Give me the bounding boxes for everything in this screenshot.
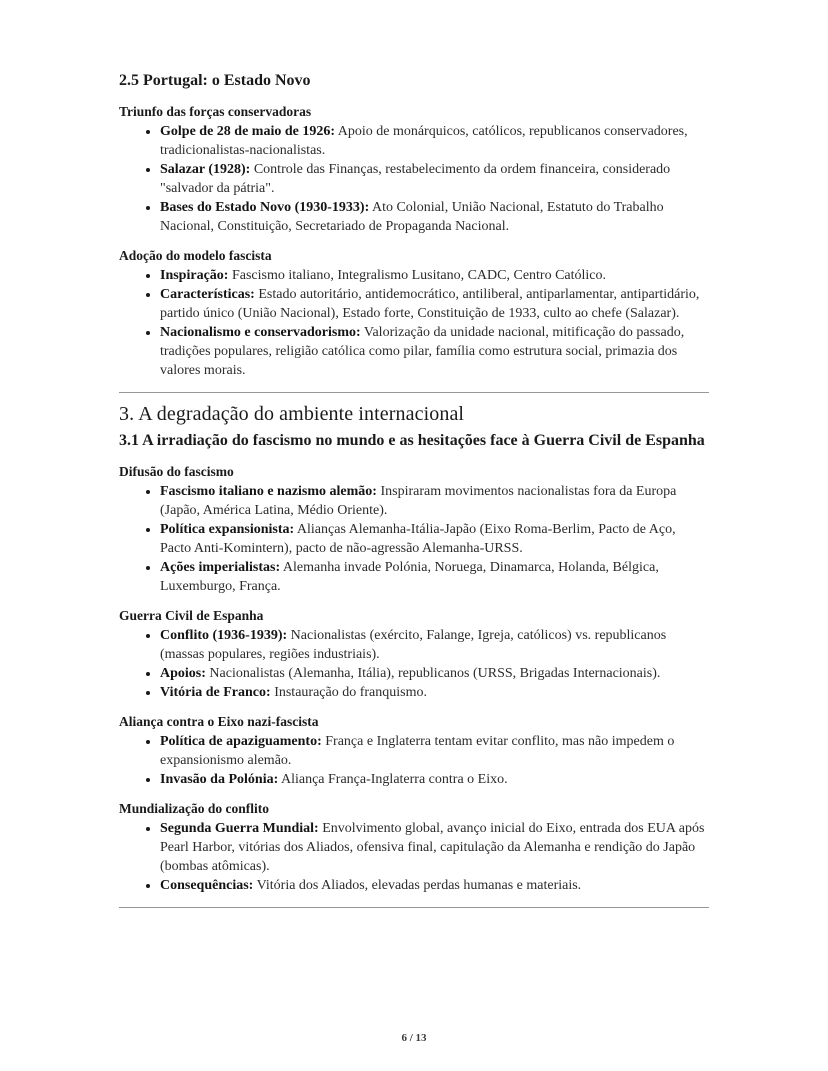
bullet-item bbox=[160, 520, 709, 558]
bullet-list bbox=[119, 266, 709, 380]
bullet-list bbox=[119, 819, 709, 895]
bullet-text: Fascismo italiano, Integralismo Lusitano, CADC, Centro Católico. bbox=[231, 268, 607, 283]
topic-heading: Mundialização do conflito bbox=[119, 801, 270, 816]
bullet-list bbox=[119, 732, 709, 789]
bullet-text: Nacionalistas (Alemanha, Itália), republicanos (URSS, Brigadas Internacionais). bbox=[209, 666, 661, 681]
topic-heading: Triunfo das forças conservadoras bbox=[119, 104, 312, 119]
bullet-label: Nacionalismo e conservadorismo: bbox=[160, 325, 361, 340]
main-section-title: 3. A degradação do ambiente internacional bbox=[119, 403, 465, 425]
bullet-item bbox=[160, 664, 709, 683]
bullet-label: Bases do Estado Novo (1930-1933): bbox=[160, 200, 370, 215]
bullet-label: Golpe de 28 de maio de 1926: bbox=[160, 124, 335, 139]
bullet-text: Inspiraram movimentos nacionalistas fora da Europa (Japão, América Latina, Médio Oriente). bbox=[160, 484, 677, 518]
section-title-estado-novo: 2.5 Portugal: o Estado Novo bbox=[119, 72, 311, 89]
bullet-item bbox=[160, 732, 709, 770]
bullet-item bbox=[160, 558, 709, 596]
bullet-label: Conflito (1936-1939): bbox=[160, 628, 288, 643]
bullet-item bbox=[160, 683, 709, 702]
bullet-list bbox=[119, 626, 709, 702]
topic-group bbox=[119, 463, 709, 596]
bullet-list bbox=[119, 122, 709, 236]
bullet-label: Apoios: bbox=[160, 666, 206, 681]
bullet-item bbox=[160, 285, 709, 323]
bullet-text: Valorização da unidade nacional, mitificação do passado, tradições populares, religião católica como pilar, família como estrutura social, primazia dos valores morais. bbox=[160, 325, 685, 378]
topic-heading: Aliança contra o Eixo nazi-fascista bbox=[119, 714, 319, 729]
bullet-item bbox=[160, 876, 709, 895]
bullet-text: Vitória dos Aliados, elevadas perdas humanas e materiais. bbox=[256, 878, 582, 893]
topic-group bbox=[119, 800, 709, 895]
topic-heading: Adoção do modelo fascista bbox=[119, 248, 272, 263]
bullet-label: Características: bbox=[160, 287, 255, 302]
bullet-label: Inspiração: bbox=[160, 268, 229, 283]
bullet-label: Segunda Guerra Mundial: bbox=[160, 821, 319, 836]
topic-group bbox=[119, 247, 709, 380]
subsection-title: 3.1 A irradiação do fascismo no mundo e as hesitações face à Guerra Civil de Espanha bbox=[119, 432, 705, 449]
topic-heading: Difusão do fascismo bbox=[119, 464, 234, 479]
document-page bbox=[119, 70, 709, 908]
bullet-item bbox=[160, 266, 709, 285]
bullet-text: Instauração do franquismo. bbox=[274, 685, 427, 700]
bullet-label: Invasão da Polónia: bbox=[160, 772, 279, 787]
page-number: 6 / 13 bbox=[401, 1032, 427, 1044]
bullet-label: Política expansionista: bbox=[160, 522, 295, 537]
section-divider bbox=[119, 392, 709, 393]
bullet-text: Controle das Finanças, restabelecimento da ordem financeira, considerado "salvador da pátria". bbox=[160, 162, 671, 196]
bullet-label: Fascismo italiano e nazismo alemão: bbox=[160, 484, 377, 499]
bullet-text: Ato Colonial, União Nacional, Estatuto do Trabalho Nacional, Constituição, Secretariado de Propaganda Nacional. bbox=[160, 200, 664, 234]
topic-heading: Guerra Civil de Espanha bbox=[119, 608, 264, 623]
bullet-item bbox=[160, 626, 709, 664]
bullet-text: Apoio de monárquicos, católicos, republicanos conservadores, tradicionalistas-nacionalistas. bbox=[160, 124, 688, 158]
bullet-label: Consequências: bbox=[160, 878, 254, 893]
bullet-item bbox=[160, 770, 709, 789]
bullet-item bbox=[160, 482, 709, 520]
bullet-text: França e Inglaterra tentam evitar conflito, mas não impedem o expansionismo alemão. bbox=[160, 734, 675, 768]
topic-group bbox=[119, 607, 709, 702]
bullet-item bbox=[160, 323, 709, 380]
bullet-label: Política de apaziguamento: bbox=[160, 734, 322, 749]
bullet-text: Nacionalistas (exército, Falange, Igreja, católicos) vs. republicanos (massas populares, regiões industriais). bbox=[160, 628, 667, 662]
bullet-label: Ações imperialistas: bbox=[160, 560, 281, 575]
bullet-item bbox=[160, 122, 709, 160]
topic-group bbox=[119, 103, 709, 236]
bullet-label: Vitória de Franco: bbox=[160, 685, 271, 700]
bullet-item bbox=[160, 160, 709, 198]
bullet-item bbox=[160, 819, 709, 876]
bullet-item bbox=[160, 198, 709, 236]
bullet-label: Salazar (1928): bbox=[160, 162, 251, 177]
bullet-text: Aliança França-Inglaterra contra o Eixo. bbox=[280, 772, 508, 787]
bullet-text: Estado autoritário, antidemocrático, antiliberal, antiparlamentar, antipartidário, partido único (União Nacional), Estado forte, Constituição de 1933, culto ao chefe (Salazar). bbox=[160, 287, 700, 321]
bullet-text: Alianças Alemanha-Itália-Japão (Eixo Roma-Berlim, Pacto de Aço, Pacto Anti-Komintern), pacto de não-agressão Alemanha-URSS. bbox=[160, 522, 676, 556]
topic-group bbox=[119, 713, 709, 789]
bullet-text: Envolvimento global, avanço inicial do Eixo, entrada dos EUA após Pearl Harbor, vitórias dos Aliados, ofensiva final, capitulação da Alemanha e rendição do Japão (bombas atômicas). bbox=[160, 821, 705, 874]
bullet-list bbox=[119, 482, 709, 596]
section-divider bbox=[119, 907, 709, 908]
bullet-text: Alemanha invade Polónia, Noruega, Dinamarca, Holanda, Bélgica, Luxemburgo, França. bbox=[160, 560, 659, 594]
